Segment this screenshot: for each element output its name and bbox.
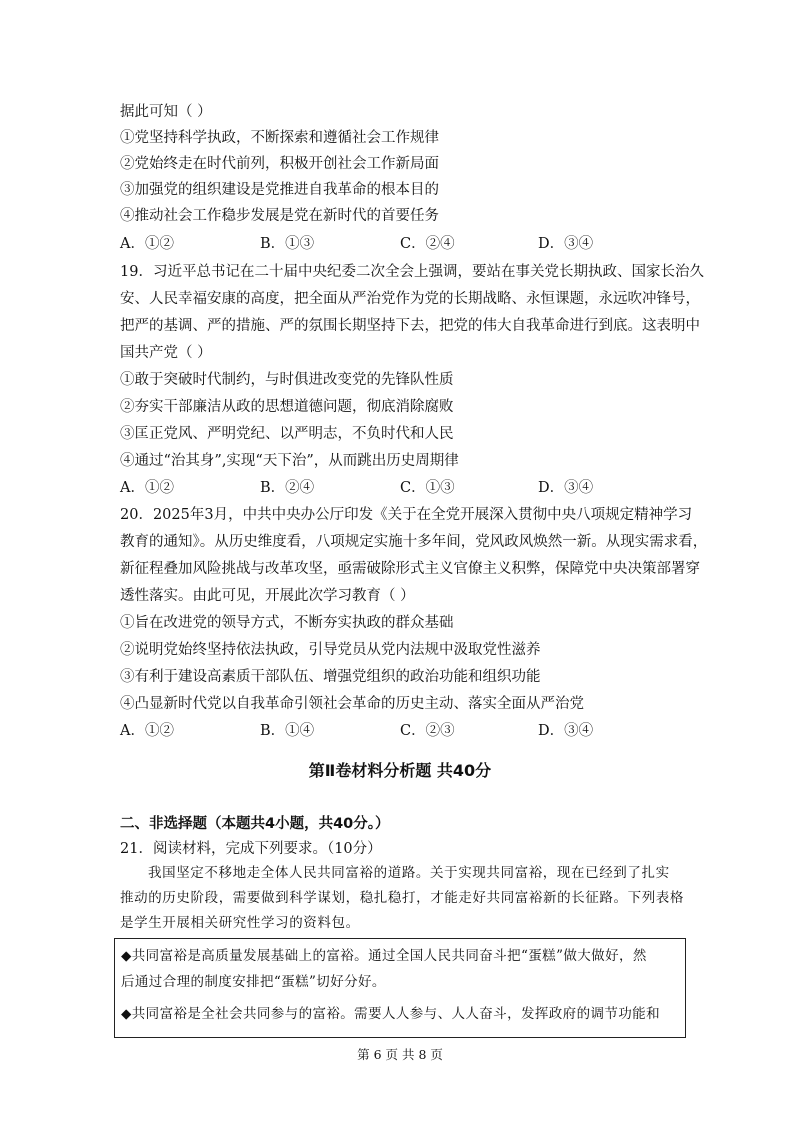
q18-statement-3: ③加强党的组织建设是党推进自我革命的根本目的 <box>120 182 439 198</box>
q19-stem-line-1: 19．习近平总书记在二十届中央纪委二次全会上强调，要站在事关党长期执政、国家长治久 <box>120 264 704 280</box>
box-line-2: 后通过合理的制度安排把“蛋糕”切好分好。 <box>121 974 386 990</box>
q20-option-a[interactable]: A．①② <box>120 723 174 739</box>
q19-option-d[interactable]: D．③④ <box>538 480 594 496</box>
q19-stem-line-4: 国共产党（ ） <box>120 345 212 361</box>
q20-stem-line-1: 20．2025年3月，中共中央办公厅印发《关于在全党开展深入贯彻中央八项规定精神学习 <box>120 507 693 523</box>
box-line-3: ◆共同富裕是全社会共同参与的富裕。需要人人参与、人人奋斗，发挥政府的调节功能和 <box>121 1006 660 1022</box>
q19-option-a[interactable]: A．①② <box>120 480 174 496</box>
q20-stem-line-3: 新征程叠加风险挑战与改革攻坚，亟需破除形式主义官僚主义积弊，保障党中央决策部署穿 <box>120 561 700 577</box>
page-footer: 第 6 页 共 8 页 <box>357 1047 443 1062</box>
q18-statement-4: ④推动社会工作稳步发展是党在新时代的首要任务 <box>120 208 439 224</box>
q20-option-d[interactable]: D．③④ <box>538 723 594 739</box>
q18-options <box>120 233 680 255</box>
q19-statement-4: ④通过“治其身”,实现“天下治”，从而跳出历史周期律 <box>120 453 459 469</box>
q21-prompt: 21．阅读材料，完成下列要求。（10分） <box>120 841 382 857</box>
q19-option-c[interactable]: C．①③ <box>400 480 455 496</box>
q20-statement-1: ①旨在改进党的领导方式，不断夯实执政的群众基础 <box>120 615 454 631</box>
q20-option-b[interactable]: B．①④ <box>260 723 315 739</box>
q20-statement-2: ②说明党始终坚持依法执政，引导党员从党内法规中汲取党性滋养 <box>120 642 541 658</box>
q19-statement-1: ①敢于突破时代制约，与时俱进改变党的先锋队性质 <box>120 372 454 388</box>
q21-material-line-1: 我国坚定不移地走全体人民共同富裕的道路。关于实现共同富裕，现在已经到了扎实 <box>148 865 670 881</box>
q19-statement-2: ②夯实干部廉洁从政的思想道德问题，彻底消除腐败 <box>120 399 454 415</box>
q20-stem-line-4: 透性落实。由此可见，开展此次学习教育（ ） <box>120 588 415 604</box>
q20-options <box>120 720 680 742</box>
q18-stem-tail: 据此可知（ ） <box>120 104 212 120</box>
q18-option-a[interactable]: A．①② <box>120 236 174 252</box>
q18-option-b[interactable]: B．①③ <box>260 236 315 252</box>
q18-option-c[interactable]: C．②④ <box>400 236 455 252</box>
q19-option-b[interactable]: B．②④ <box>260 480 315 496</box>
q18-option-d[interactable]: D．③④ <box>538 236 594 252</box>
q20-statement-3: ③有利于建设高素质干部队伍、增强党组织的政治功能和组织功能 <box>120 669 541 685</box>
box-line-1: ◆共同富裕是高质量发展基础上的富裕。通过全国人民共同奋斗把“蛋糕”做大做好，然 <box>121 948 647 964</box>
q20-statement-4: ④凸显新时代党以自我革命引领社会革命的历史主动、落实全面从严治党 <box>120 696 584 712</box>
q19-stem-line-3: 把严的基调、严的措施、严的氛围长期坚持下去，把党的伟大自我革命进行到底。这表明中 <box>120 318 700 334</box>
q19-stem-line-2: 安、人民幸福安康的高度，把全面从严治党作为党的长期战略、永恒课题，永远吹冲锋号， <box>120 291 700 307</box>
q18-statement-1: ①党坚持科学执政，不断探索和遵循社会工作规律 <box>120 130 439 146</box>
q20-option-c[interactable]: C．②③ <box>400 723 455 739</box>
section-title: 第Ⅱ卷材料分析题 共40分 <box>308 761 492 780</box>
q21-material-line-2: 推动的历史阶段，需要做到科学谋划，稳扎稳打，才能走好共同富裕新的长征路。下列表格 <box>120 890 684 906</box>
part-two-heading: 二、非选择题（本题共4小题，共40分。） <box>120 816 390 832</box>
q21-material-box <box>114 938 686 1038</box>
q18-statement-2: ②党始终走在时代前列，积极开创社会工作新局面 <box>120 156 439 172</box>
q20-stem-line-2: 教育的通知》。从历史维度看，八项规定实施十多年间，党风政风焕然一新。从现实需求看， <box>120 534 708 550</box>
q21-material-line-3: 是学生开展相关研究性学习的资料包。 <box>120 915 360 931</box>
q19-statement-3: ③匡正党风、严明党纪、以严明志，不负时代和人民 <box>120 426 454 442</box>
q19-options <box>120 477 680 499</box>
